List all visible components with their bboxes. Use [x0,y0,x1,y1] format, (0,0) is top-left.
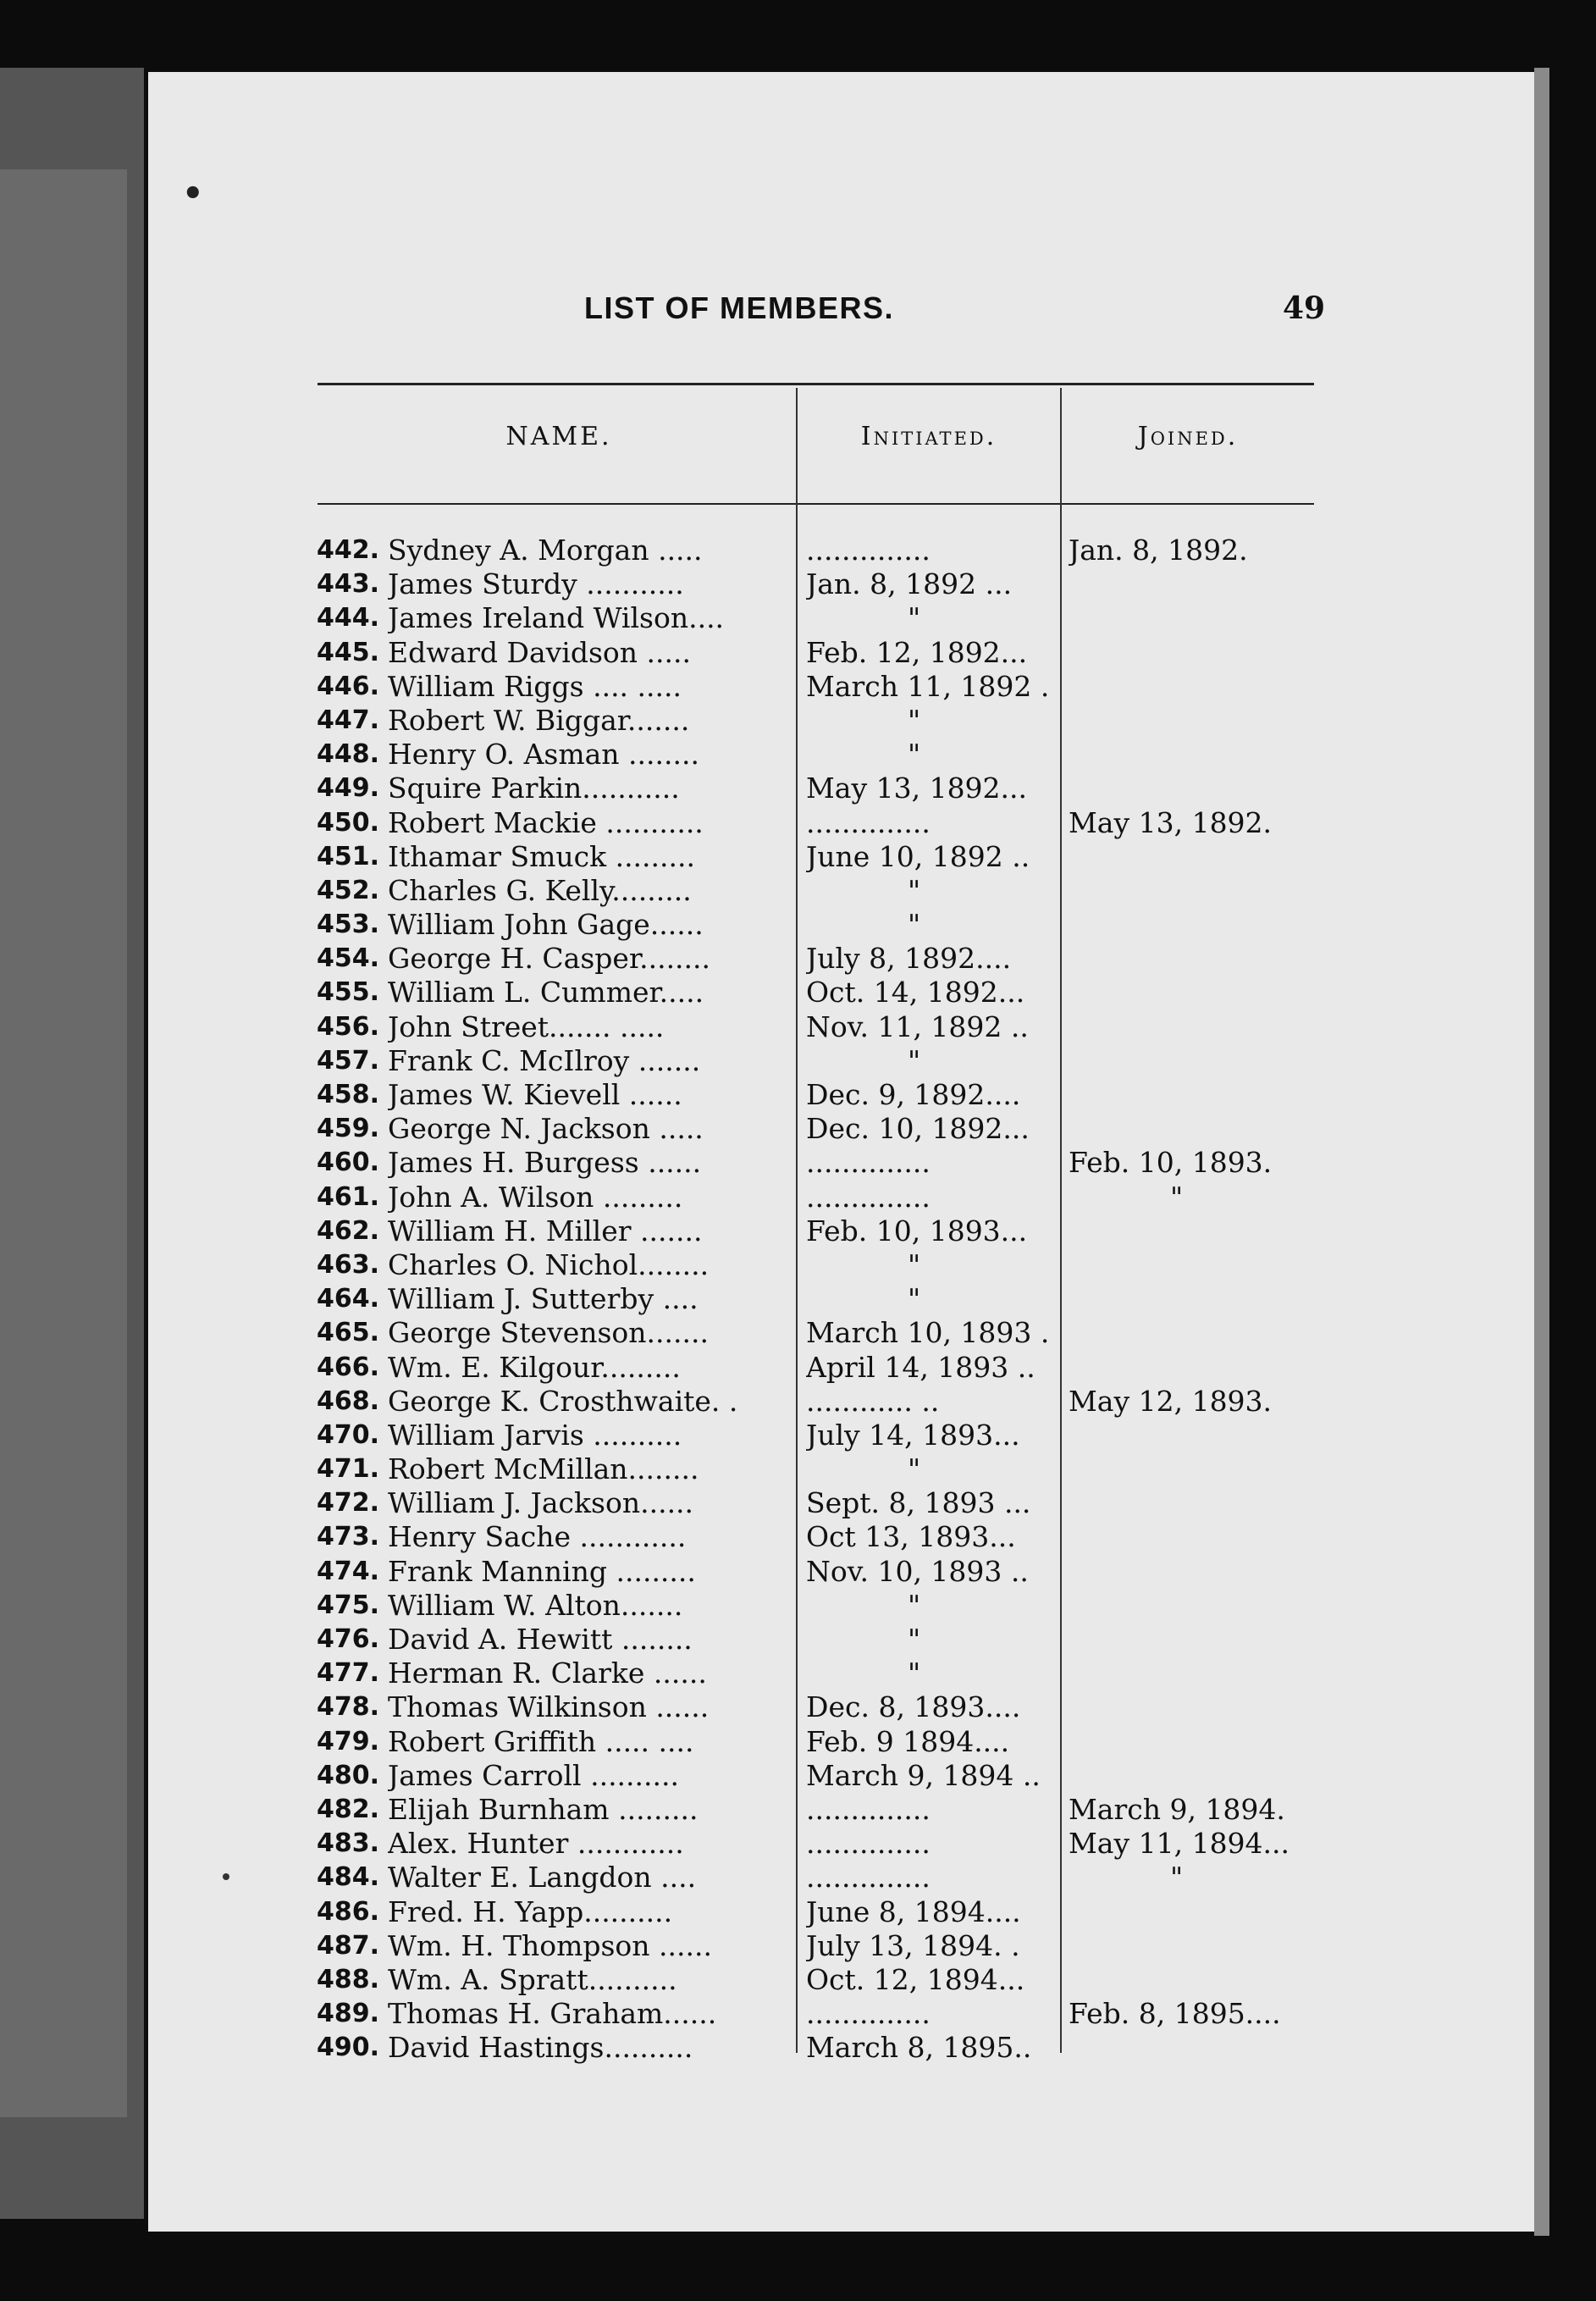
member-name: William L. Cummer..... [388,976,704,1009]
member-name: Charles G. Kelly......... [388,873,692,907]
initiated-date: April 14, 1893 .. [806,1350,1035,1384]
initiated-date: .............. [806,1146,931,1180]
member-number: 488. [316,1964,379,1994]
table-row [305,567,1321,601]
member-name: George K. Crosthwaite. . [388,1384,738,1418]
members-list [305,534,1321,2065]
initiated-date: Feb. 9 1894.... [806,1724,1010,1758]
member-name: William J. Jackson...... [388,1486,694,1520]
initiated-date: July 14, 1893... [806,1418,1020,1452]
page-number: 49 [1283,290,1326,326]
member-name: James Ireland Wilson.... [388,601,725,635]
initiated-date: June 10, 1892 .. [806,839,1030,873]
initiated-date: July 13, 1894. . [806,1928,1020,1962]
initiated-date: Oct 13, 1893... [806,1520,1016,1554]
initiated-date: June 8, 1894.... [806,1894,1021,1928]
member-name: James H. Burgess ...... [388,1146,702,1180]
member-number: 458. [316,1080,379,1109]
member-name: William Riggs .... ..... [388,669,682,703]
initiated-date: " [908,703,921,737]
member-name: Frank C. McIlroy ....... [388,1043,701,1077]
member-name: George Stevenson....... [388,1316,709,1350]
member-name: Robert Griffith ..... .... [388,1724,694,1758]
initiated-date: " [908,738,921,772]
table-row [305,1385,1321,1419]
table-row [305,1861,1321,1894]
member-number: 454. [316,943,379,974]
table-row [305,1589,1321,1623]
table-row [305,1351,1321,1385]
member-number: 476. [316,1624,379,1654]
member-number: 486. [316,1896,379,1927]
table-row [305,601,1321,635]
member-number: 450. [316,807,379,838]
table-row [305,772,1321,805]
joined-date: March 9, 1894. [1069,1792,1285,1826]
member-name: James W. Kievell ...... [388,1078,682,1111]
table-row [305,1895,1321,1929]
initiated-date: " [908,1657,921,1690]
member-number: 444. [316,603,379,633]
member-name: Frank Manning ......... [388,1554,696,1588]
table-row [305,1044,1321,1078]
table-row [305,1419,1321,1452]
member-number: 471. [316,1454,379,1485]
member-number: 459. [316,1114,379,1144]
member-number: 470. [316,1419,379,1450]
table-row [305,976,1321,1009]
member-name: David Hastings.......... [388,2031,693,2065]
member-name: Robert McMillan........ [388,1452,699,1486]
table-row [305,1248,1321,1282]
initiated-date: " [908,1452,921,1486]
member-name: Henry Sache ............ [388,1520,687,1554]
table-row [305,1827,1321,1861]
member-number: 442. [316,535,379,565]
member-name: David A. Hewitt ........ [388,1623,693,1656]
running-title: LIST OF MEMBERS. [584,290,894,325]
table-row [305,1010,1321,1044]
member-number: 457. [316,1045,379,1076]
member-number: 468. [316,1386,379,1416]
right-page-edge [1534,68,1549,2236]
joined-date: Jan. 8, 1892. [1069,534,1248,567]
member-number: 464. [316,1284,379,1314]
initiated-date: " [908,1588,921,1622]
member-name: John Street....... ..... [388,1009,665,1043]
initiated-date: Feb. 12, 1892... [806,635,1028,669]
member-name: Walter E. Langdon .... [388,1861,697,1894]
member-name: George H. Casper........ [388,942,711,976]
table-row [305,1520,1321,1554]
table-row [305,738,1321,772]
member-number: 446. [316,671,379,701]
table-row [305,1997,1321,2031]
member-name: Edward Davidson ..... [388,635,691,669]
column-header-name: NAME. [505,422,612,451]
initiated-date: Sept. 8, 1893 ... [806,1486,1031,1520]
initiated-date: Oct. 14, 1892... [806,976,1025,1009]
joined-date: Feb. 10, 1893. [1069,1146,1273,1180]
member-number: 487. [316,1930,379,1961]
member-number: 449. [316,773,379,804]
joined-date: Feb. 8, 1895.... [1069,1997,1281,2031]
member-name: William W. Alton....... [388,1588,683,1622]
member-number: 478. [316,1692,379,1723]
member-name: Charles O. Nichol........ [388,1247,710,1281]
initiated-date: " [908,873,921,907]
member-number: 462. [316,1215,379,1246]
member-number: 474. [316,1556,379,1586]
joined-date: May 12, 1893. [1069,1384,1273,1418]
table-row [305,1555,1321,1589]
table-row [305,1282,1321,1316]
initiated-date: March 10, 1893 . [806,1316,1050,1350]
member-number: 484. [316,1862,379,1893]
table-row [305,1759,1321,1793]
initiated-date: " [908,1623,921,1656]
scan-mark: • [182,174,204,213]
table-row [305,1725,1321,1759]
joined-date: May 11, 1894... [1069,1827,1290,1861]
initiated-date: Dec. 8, 1893.... [806,1690,1021,1724]
member-number: 456. [316,1011,379,1042]
member-name: Robert W. Biggar....... [388,703,690,737]
table-row [305,704,1321,738]
member-number: 479. [316,1726,379,1756]
initiated-date: May 13, 1892... [806,772,1028,805]
table-row [305,1214,1321,1248]
member-number: 445. [316,637,379,667]
member-name: Alex. Hunter ............ [388,1827,684,1861]
initiated-date: Oct. 12, 1894... [806,1962,1025,1996]
table-row [305,874,1321,908]
member-number: 463. [316,1249,379,1280]
table-row [305,534,1321,567]
member-name: Ithamar Smuck ......... [388,839,695,873]
member-number: 455. [316,977,379,1008]
member-number: 489. [316,1999,379,2029]
initiated-date: .............. [806,1997,931,2031]
table-row [305,670,1321,704]
member-number: 443. [316,569,379,600]
table-row [305,1623,1321,1657]
table-row [305,1690,1321,1724]
table-row [305,1112,1321,1146]
member-name: James Sturdy ........... [388,567,684,601]
table-row [305,806,1321,840]
joined-date: " [1170,1180,1184,1214]
initiated-date: March 9, 1894 .. [806,1758,1041,1792]
member-number: 466. [316,1352,379,1382]
member-number: 461. [316,1181,379,1212]
initiated-date: Nov. 11, 1892 .. [806,1009,1029,1043]
member-number: 483. [316,1828,379,1859]
member-number: 465. [316,1318,379,1348]
member-name: Wm. A. Spratt.......... [388,1962,677,1996]
initiated-date: .............. [806,1180,931,1214]
joined-date: May 13, 1892. [1069,805,1273,839]
member-name: William John Gage...... [388,908,704,942]
initiated-date: ............ .. [806,1384,940,1418]
initiated-date: March 8, 1895.. [806,2031,1032,2065]
initiated-date: .............. [806,1792,931,1826]
table-row [305,636,1321,670]
member-name: Elijah Burnham ......... [388,1792,699,1826]
table-row [305,1452,1321,1486]
table-row [305,942,1321,976]
table-row [305,1963,1321,1997]
member-number: 472. [316,1488,379,1518]
initiated-date: .............. [806,1827,931,1861]
table-row [305,1486,1321,1520]
table-row [305,1078,1321,1112]
member-name: Sydney A. Morgan ..... [388,534,703,567]
member-name: John A. Wilson ......... [388,1180,683,1214]
member-name: Wm. H. Thompson ...... [388,1928,712,1962]
table-row [305,1146,1321,1180]
initiated-date: " [908,1043,921,1077]
initiated-date: " [908,908,921,942]
member-name: William Jarvis .......... [388,1418,682,1452]
member-name: Squire Parkin........... [388,772,680,805]
table-row [305,1657,1321,1690]
left-film-edge-inner [0,169,127,2117]
table-row [305,2031,1321,2065]
member-number: 473. [316,1522,379,1552]
member-name: Fred. H. Yapp.......... [388,1894,673,1928]
member-name: Henry O. Asman ........ [388,738,699,772]
column-header-initiated: Initiated. [860,422,997,451]
initiated-date: Jan. 8, 1892 ... [806,567,1013,601]
table-row [305,840,1321,874]
table-row [305,1793,1321,1827]
member-name: Herman R. Clarke ...... [388,1657,707,1690]
initiated-date: .............. [806,534,931,567]
table-row [305,908,1321,942]
member-name: Robert Mackie ........... [388,805,704,839]
member-name: George N. Jackson ..... [388,1112,704,1146]
member-number: 460. [316,1148,379,1178]
member-number: 452. [316,875,379,905]
member-name: William J. Sutterby .... [388,1282,699,1316]
member-number: 482. [316,1794,379,1824]
member-number: 451. [316,841,379,871]
header-rule [318,503,1314,505]
member-name: William H. Miller ....... [388,1214,703,1247]
member-name: Thomas H. Graham...... [388,1997,717,2031]
initiated-date: March 11, 1892 . [806,669,1050,703]
member-number: 490. [316,2033,379,2063]
member-name: Thomas Wilkinson ...... [388,1690,710,1724]
scan-dot [223,1873,229,1880]
member-number: 453. [316,910,379,940]
initiated-date: .............. [806,805,931,839]
table-row [305,1181,1321,1214]
initiated-date: July 8, 1892.... [806,942,1012,976]
column-header-joined: Joined. [1137,422,1239,451]
initiated-date: Dec. 9, 1892.... [806,1078,1021,1111]
member-name: Wm. E. Kilgour......... [388,1350,681,1384]
joined-date: " [1170,1861,1184,1894]
table-row [305,1929,1321,1963]
table-row [305,1316,1321,1350]
member-number: 475. [316,1590,379,1620]
initiated-date: " [908,1282,921,1316]
member-number: 480. [316,1760,379,1790]
top-rule [318,383,1314,385]
initiated-date: Dec. 10, 1892... [806,1112,1030,1146]
initiated-date: Nov. 10, 1893 .. [806,1554,1029,1588]
member-number: 447. [316,705,379,735]
member-number: 477. [316,1658,379,1689]
initiated-date: .............. [806,1861,931,1894]
initiated-date: " [908,1247,921,1281]
initiated-date: " [908,601,921,635]
initiated-date: Feb. 10, 1893... [806,1214,1028,1247]
member-name: James Carroll .......... [388,1758,679,1792]
member-number: 448. [316,739,379,770]
